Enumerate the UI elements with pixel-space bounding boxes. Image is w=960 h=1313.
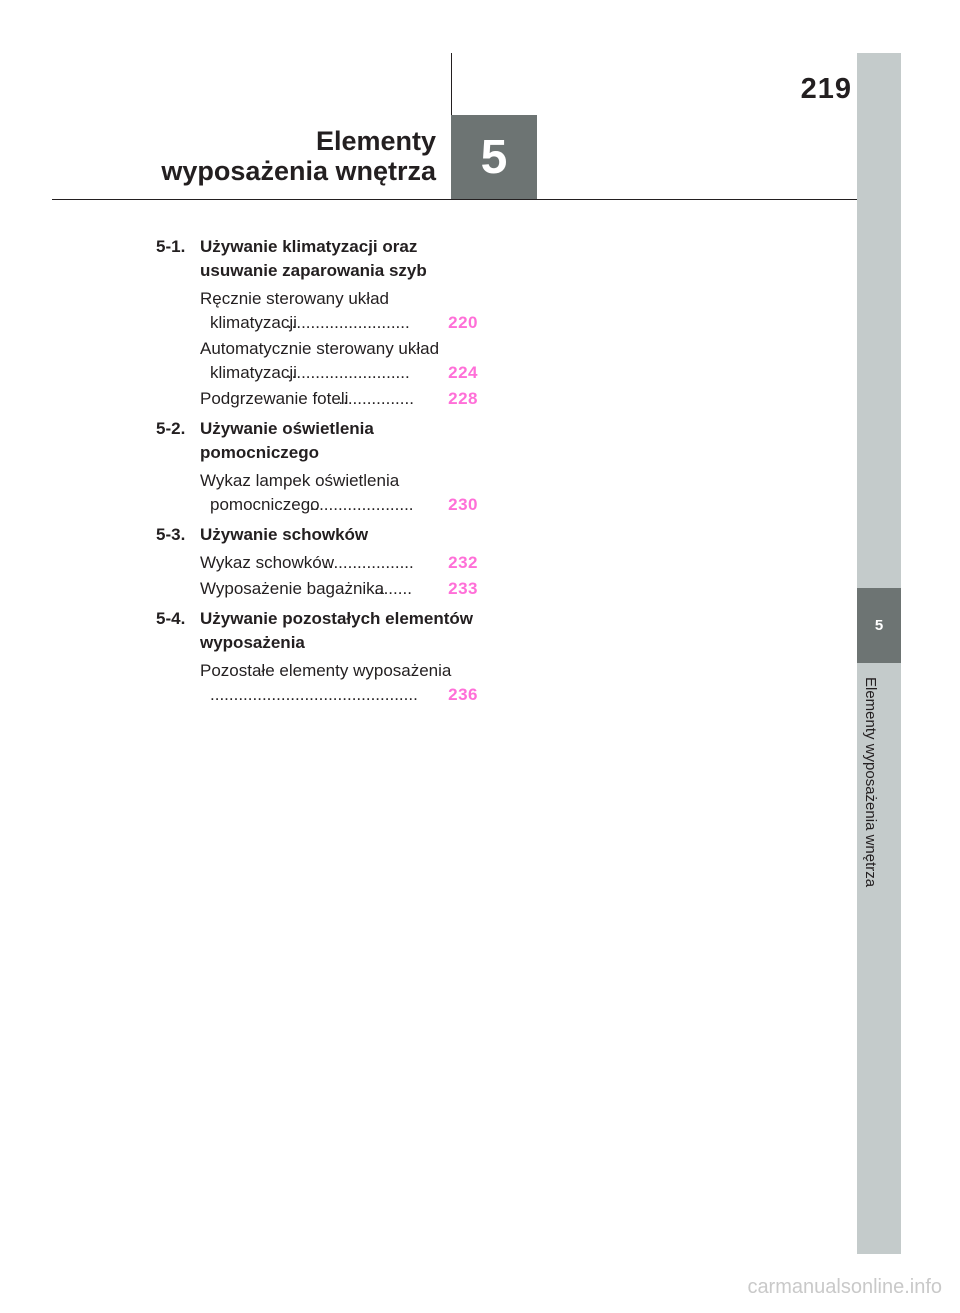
watermark: carmanualsonline.info xyxy=(747,1276,942,1298)
page-reference-link[interactable]: 230 xyxy=(448,495,478,514)
section-title: Używanie pozostałych elementów wyposażenia xyxy=(200,609,474,652)
section-title: Używanie schowków xyxy=(200,525,369,544)
entry-title: Pozostałe elementy wyposażenia xyxy=(200,661,452,680)
entry-title-cont: klimatyzacji xyxy=(210,313,297,332)
page-reference-link[interactable]: 233 xyxy=(448,579,478,598)
chapter-number-box: 5 xyxy=(451,115,537,200)
toc-entry[interactable] xyxy=(200,337,478,385)
section-number: 5-1. xyxy=(156,237,186,256)
entry-title: Podgrzewanie foteli xyxy=(200,389,349,408)
page-reference-link[interactable]: 236 xyxy=(448,685,478,704)
entry-title: Wyposażenie bagażnika xyxy=(200,579,385,598)
chapter-title-line1: Elementy xyxy=(315,126,436,156)
toc-section-heading xyxy=(156,523,478,547)
page-reference-link[interactable]: 224 xyxy=(448,363,478,382)
toc-section-heading xyxy=(156,417,478,465)
toc-entry[interactable] xyxy=(200,469,478,517)
entry-title: Ręcznie sterowany układ xyxy=(200,289,389,308)
chapter-title xyxy=(161,126,436,186)
section-number: 5-4. xyxy=(156,609,186,628)
section-number: 5-2. xyxy=(156,419,186,438)
table-of-contents xyxy=(156,235,478,709)
side-tab-label: Elementy wyposażenia wnętrza xyxy=(862,677,879,888)
toc-entry[interactable] xyxy=(200,287,478,335)
chapter-title-line2: wyposażenia wnętrza xyxy=(161,156,436,186)
leader-dots: ................... xyxy=(324,553,414,572)
section-number: 5-3. xyxy=(156,525,186,544)
leader-dots: ........ xyxy=(374,579,412,598)
section-title: Używanie klimatyzacji oraz usuwanie zaparowania szyb xyxy=(200,237,427,280)
page-number: 219 xyxy=(800,73,852,105)
toc-entry[interactable] xyxy=(200,577,478,601)
header-divider-vertical xyxy=(451,53,452,115)
entry-title: Wykaz schowków xyxy=(200,553,334,572)
leader-dots: .......................... xyxy=(286,363,410,382)
entry-title-cont: klimatyzacji xyxy=(210,363,297,382)
side-tab-number: 5 xyxy=(857,588,901,663)
leader-dots: ............................................ xyxy=(210,685,418,704)
page-reference-link[interactable]: 232 xyxy=(448,553,478,572)
toc-entry[interactable] xyxy=(200,387,478,411)
entry-title-cont: pomocniczego xyxy=(210,495,320,514)
entry-title: Automatycznie sterowany układ xyxy=(200,339,440,358)
page-reference-link[interactable]: 228 xyxy=(448,389,478,408)
entry-title: Wykaz lampek oświetlenia xyxy=(200,471,400,490)
toc-entry[interactable] xyxy=(200,551,478,575)
leader-dots: ...................... xyxy=(309,495,414,514)
leader-dots: ................ xyxy=(338,389,414,408)
header-divider-horizontal xyxy=(52,199,857,200)
toc-entry[interactable] xyxy=(200,659,478,707)
section-title: Używanie oświetlenia pomocniczego xyxy=(200,419,374,462)
leader-dots: .......................... xyxy=(286,313,410,332)
page-reference-link[interactable]: 220 xyxy=(448,313,478,332)
toc-section-heading xyxy=(156,235,478,283)
toc-section-heading xyxy=(156,607,478,655)
